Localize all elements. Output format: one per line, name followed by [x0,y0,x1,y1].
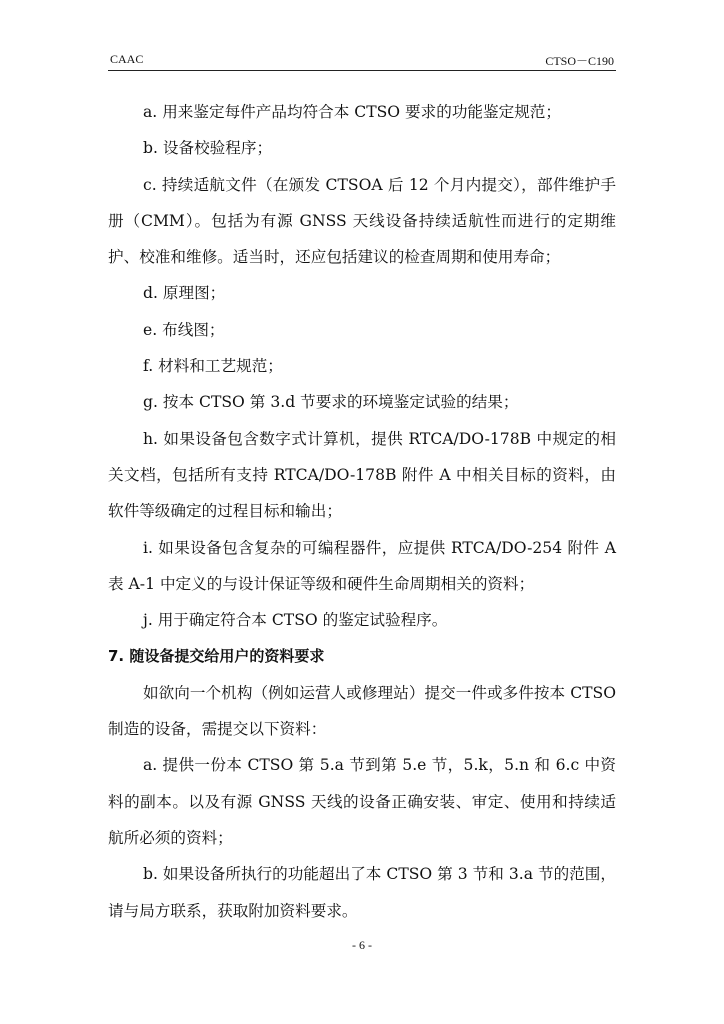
list-item-b: b. 设备校验程序； [143,139,273,158]
list-item-a: a. 用来鉴定每件产品均符合本 CTSO 要求的功能鉴定规范； [143,103,561,121]
list-item-e: e. 布线图； [143,320,225,339]
list-item-g: g. 按本 CTSO 第 3.d 节要求的环境鉴定试验的结果； [143,393,519,412]
list-item-f: f. 材料和工艺规范； [143,357,283,376]
page-header [108,50,616,71]
list-item-h: h. 如果设备包含数字式计算机，提供 RTCA/DO-178B 中规定的相关文档，包括所有支持 RTCA/DO-178B 附件 A 中相关目标的资料，由软件等级确定的过程目标和输出； [108,429,616,521]
section-item-a: a. 提供一份本 CTSO 第 5.a 节到第 5.e 节，5.k，5.n 和 6.c 中资料的副本。以及有源 GNSS 天线的设备正确安装、审定、使用和持续适航所必须的资料； [108,756,616,847]
list-item-j: j. 用于确定符合本 CTSO 的鉴定试验程序。 [143,611,448,630]
document-body [108,94,616,929]
page-number: - 6 - [352,938,372,952]
list-item-c: c. 持续适航文件（在颁发 CTSOA 后 12 个月内提交），部件维护手册（CMM）。包括为有源 GNSS 天线设备持续适航性而进行的定期维护、校准和维修。适当时，还应包括建议的检查周期和使用寿命； [108,175,616,267]
list-item-i: i. 如果设备包含复杂的可编程器件，应提供 RTCA/DO-254 附件 A 表 A-1 中定义的与设计保证等级和硬件生命周期相关的资料； [108,538,616,593]
list-item-d: d. 原理图； [143,284,226,303]
header-org: CAAC [110,52,144,66]
section-intro: 如欲向一个机构（例如运营人或修理站）提交一件或多件按本 CTSO 制造的设备，需提交以下资料： [108,683,616,739]
section-heading: 7. 随设备提交给用户的资料要求 [108,647,325,666]
section-item-b: b. 如果设备所执行的功能超出了本 CTSO 第 3 节和 3.a 节的范围，请与局方联系，获取附加资料要求。 [108,865,616,920]
header-doc-id: CTSO－C190 [545,54,614,68]
